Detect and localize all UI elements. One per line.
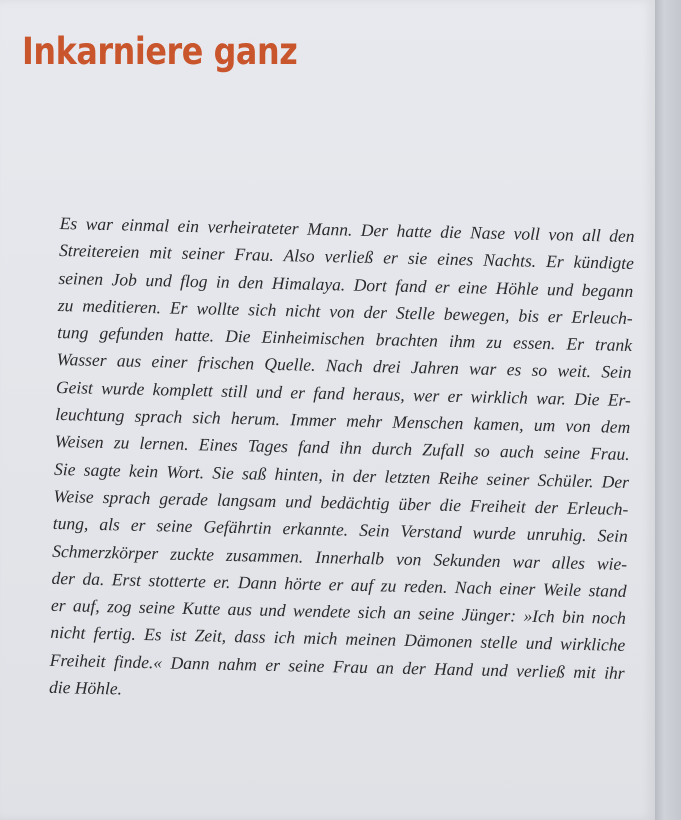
story-paragraph: [49, 210, 635, 714]
paragraph-line: nicht fertig. Es ist Zeit, dass ich mich meinen Dämonen stelle und wirkliche: [50, 622, 626, 656]
paragraph-line: Es war einmal ein verheirateter Mann. Der hatte die Nase voll von all den: [59, 212, 635, 247]
page-edge: [655, 0, 681, 820]
paragraph-line: seinen Job und flog in den Himalaya. Dort fand er eine Höhle und begann: [58, 267, 634, 301]
paragraph-line: Schmerzkörper zuckte zusammen. Innerhalb von Sekunden war alles wie-: [52, 540, 628, 574]
paragraph-line: Sie sagte kein Wort. Sie saß hinten, in der letzten Reihe seiner Schüler. Der: [53, 458, 630, 492]
paragraph-line: tung gefunden hatte. Die Einheimischen brachten ihm zu essen. Er trank: [57, 322, 633, 356]
paragraph-line: zu meditieren. Er wollte sich nicht von der Stelle bewegen, bis er Erleuch-: [57, 294, 633, 328]
paragraph-line: der da. Erst stotterte er. Dann hörte er auf zu reden. Nach einer Weile stand: [51, 567, 627, 601]
paragraph-line: Weisen zu lernen. Eines Tages fand ihn durch Zufall so auch seine Frau.: [54, 431, 630, 465]
paragraph-line: Streitereien mit seiner Frau. Also verließ er sie eines Nachts. Er kündigte: [58, 240, 635, 274]
paragraph-line: er auf, zog seine Kutte aus und wendete sich an seine Jünger: »Ich bin noch: [50, 595, 627, 629]
paragraph-line: Wasser aus einer frischen Quelle. Nach drei Jahren war es so weit. Sein: [56, 349, 632, 383]
chapter-title: Inkarniere ganz: [22, 30, 298, 73]
paragraph-line: Geist wurde komplett still und er fand heraus, wer er wirklich war. Die Er-: [55, 376, 632, 410]
paragraph-line: die Höhle.: [48, 676, 123, 699]
paragraph-line: Freiheit finde.« Dann nahm er seine Frau an der Hand und verließ mit ihr: [49, 649, 625, 683]
paragraph-line: leuchtung sprach sich herum. Immer mehr Menschen kamen, um von dem: [55, 404, 631, 438]
paragraph-line: tung, als er seine Gefährtin erkannte. Sein Verstand wurde unruhig. Sein: [52, 513, 628, 547]
paragraph-line: Weise sprach gerade langsam und bedächtig über die Freiheit der Erleuch-: [53, 485, 629, 519]
